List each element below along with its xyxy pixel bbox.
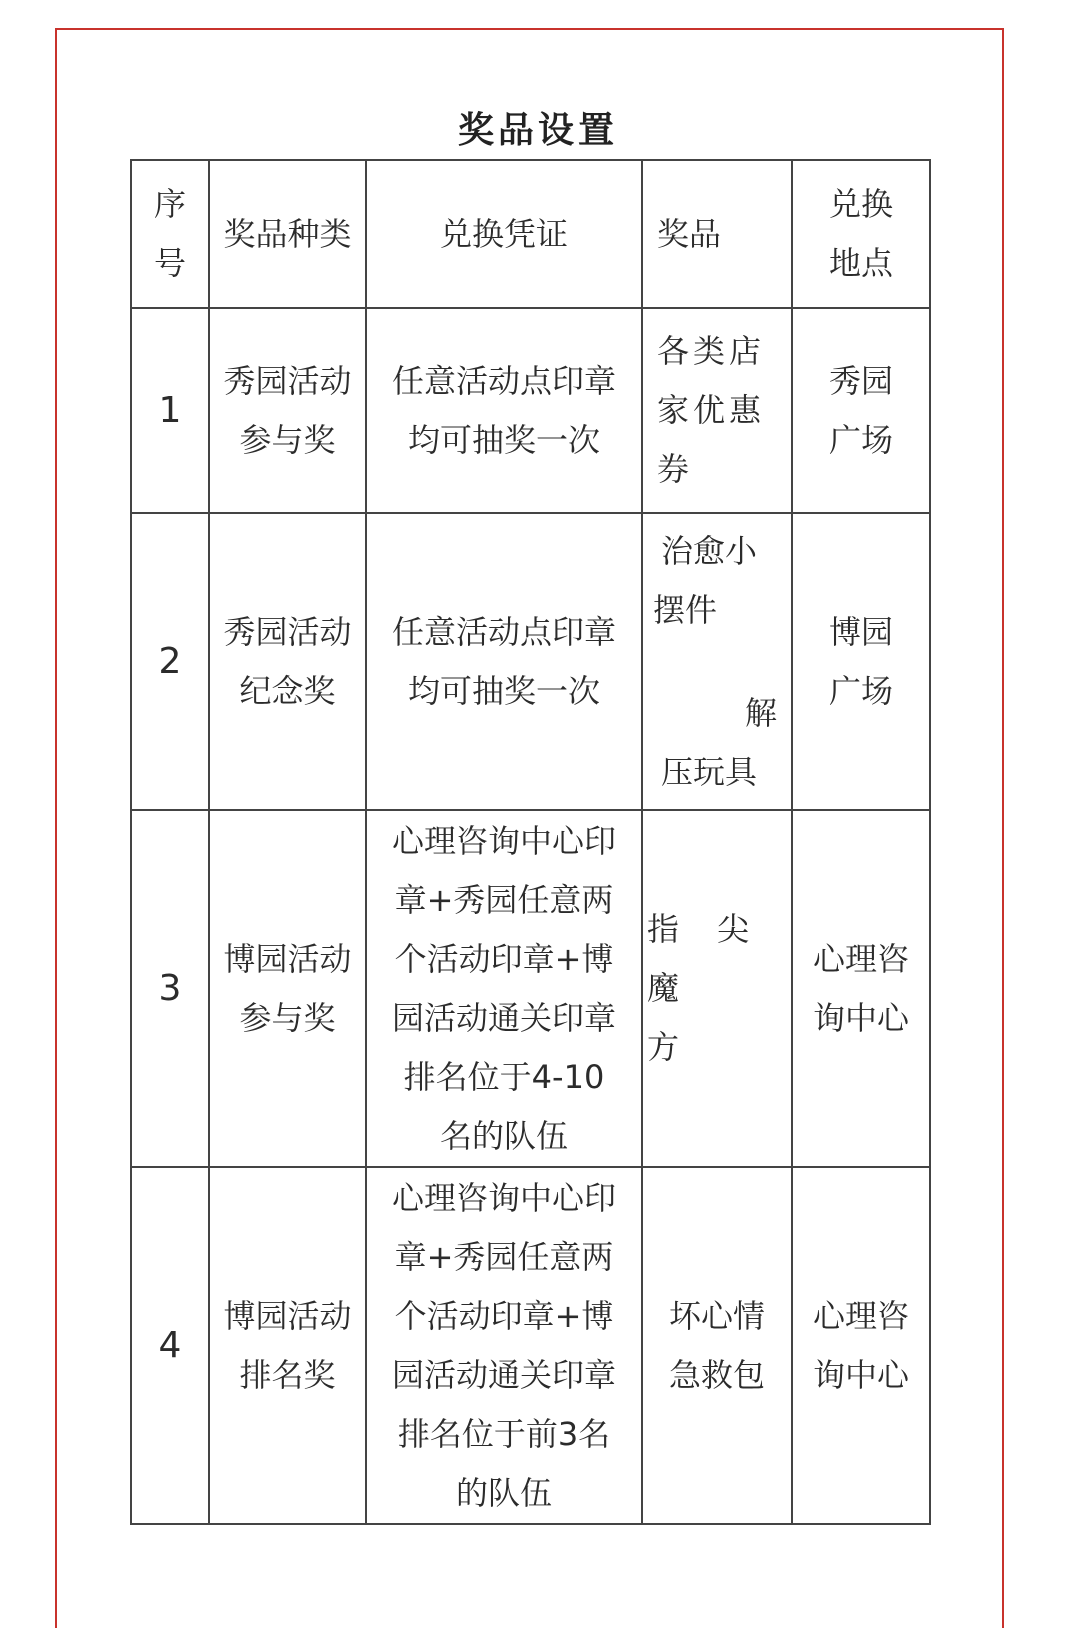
row-voucher: 心理咨询中心印 章+秀园任意两 个活动印章+博 园活动通关印章 排名位于前3名 的队伍 [366, 1167, 642, 1524]
row-category: 秀园活动 纪念奖 [209, 513, 366, 810]
header-prize: 奖品 [642, 160, 792, 308]
row-prize: 坏心情 急救包 [642, 1167, 792, 1524]
row-voucher: 心理咨询中心印 章+秀园任意两 个活动印章+博 园活动通关印章 排名位于4-10 名的队伍 [366, 810, 642, 1167]
prize-table [130, 159, 931, 1525]
row-prize: 指 尖 魔 方 [642, 810, 792, 1167]
row-location: 秀园 广场 [792, 308, 930, 513]
row-prize: 治愈小 摆件 解 压玩具 [642, 513, 792, 810]
page-title: 奖品设置 [457, 110, 618, 151]
header-category: 奖品种类 [209, 160, 366, 308]
row-index: 4 [131, 1167, 209, 1524]
row-category: 秀园活动 参与奖 [209, 308, 366, 513]
row-index: 3 [131, 810, 209, 1167]
header-row [131, 160, 930, 308]
row-voucher: 任意活动点印章 均可抽奖一次 [366, 308, 642, 513]
table-row [131, 1167, 930, 1524]
row-location: 心理咨 询中心 [792, 1167, 930, 1524]
header-index: 序 号 [131, 160, 209, 308]
table-row [131, 513, 930, 810]
row-index: 2 [131, 513, 209, 810]
table-row [131, 810, 930, 1167]
row-prize: 各类店 家优惠 券 [642, 308, 792, 513]
table-row [131, 308, 930, 513]
row-voucher: 任意活动点印章 均可抽奖一次 [366, 513, 642, 810]
row-category: 博园活动 排名奖 [209, 1167, 366, 1524]
row-index: 1 [131, 308, 209, 513]
header-location: 兑换 地点 [792, 160, 930, 308]
header-voucher: 兑换凭证 [366, 160, 642, 308]
row-category: 博园活动 参与奖 [209, 810, 366, 1167]
row-location: 心理咨 询中心 [792, 810, 930, 1167]
row-location: 博园 广场 [792, 513, 930, 810]
